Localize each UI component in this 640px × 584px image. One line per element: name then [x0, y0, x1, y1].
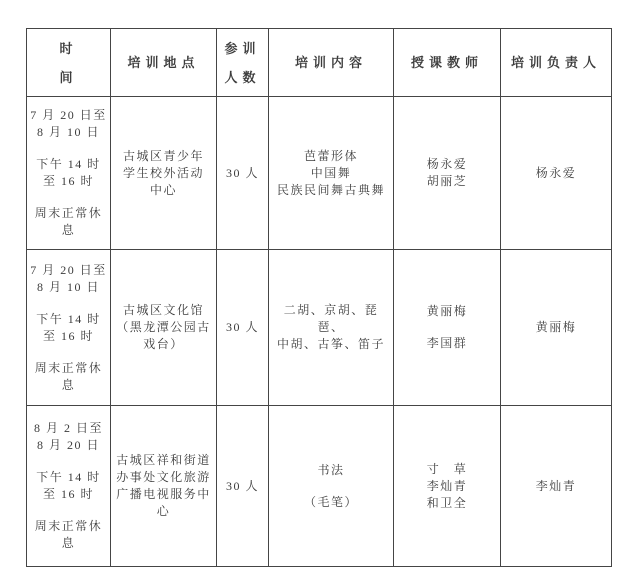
participants-cell	[217, 250, 269, 406]
text-line: 人数	[224, 69, 261, 85]
text-paragraph	[113, 148, 214, 199]
text-line: 授课教师	[410, 55, 483, 70]
location-cell	[111, 97, 217, 250]
text-line: 下午 14 时	[36, 311, 101, 326]
text-line: 至 16 时	[42, 174, 94, 188]
text-line: 中国舞	[310, 165, 352, 180]
text-line: 古城区文化馆	[122, 303, 204, 317]
location-cell	[111, 406, 217, 567]
text-line: 息	[61, 377, 76, 392]
text-paragraph	[29, 107, 108, 141]
text-paragraph	[396, 156, 498, 190]
text-paragraph	[503, 319, 609, 336]
text-line: 8 月 10 日	[36, 125, 100, 139]
text-paragraph	[396, 335, 498, 352]
text-line: （黑龙潭公园古	[116, 320, 211, 334]
text-paragraph	[271, 148, 391, 199]
text-line: 杨永爱	[426, 157, 468, 171]
text-line: 培训地点	[127, 55, 200, 70]
text-paragraph	[29, 469, 108, 503]
text-line: 8 月 10 日	[36, 279, 100, 294]
participants-cell	[217, 97, 269, 250]
table-row	[27, 250, 612, 406]
teachers-cell	[394, 250, 501, 406]
text-line: 周末正常休	[34, 206, 103, 220]
text-line: 参训	[224, 40, 261, 56]
text-line: 间	[59, 69, 78, 85]
text-line: 戏台）	[143, 337, 184, 351]
text-line: 黄丽梅	[426, 304, 468, 318]
manager-cell	[501, 97, 612, 250]
text-line: 8 月 2 日至	[33, 421, 103, 435]
text-line: 周末正常休	[34, 360, 103, 375]
manager-cell	[501, 406, 612, 567]
text-line: 培训内容	[294, 55, 367, 70]
text-line: 30 人	[225, 320, 259, 334]
text-paragraph	[113, 302, 214, 353]
text-paragraph	[29, 156, 108, 190]
location-cell	[111, 250, 217, 406]
text-line: 胡丽芝	[426, 174, 468, 188]
content-cell	[269, 406, 394, 567]
text-line: 办事处文化旅游	[116, 470, 211, 484]
time-cell	[27, 250, 111, 406]
text-line: 30 人	[225, 165, 259, 180]
text-paragraph	[29, 360, 108, 394]
text-line: 李灿青	[535, 478, 577, 493]
text-line: 周末正常休	[34, 519, 103, 533]
text-line: 书法	[317, 462, 345, 477]
text-paragraph	[271, 302, 391, 353]
text-paragraph	[29, 518, 108, 552]
text-line: 至 16 时	[42, 328, 94, 343]
header-content	[269, 29, 394, 97]
text-line: 二胡、京胡、琵琶、	[283, 303, 379, 334]
text-line: 杨永爱	[535, 165, 577, 180]
text-line: 黄丽梅	[535, 320, 577, 334]
text-paragraph	[503, 478, 609, 495]
training-schedule-table	[26, 28, 612, 567]
content-cell	[269, 97, 394, 250]
header-manager	[501, 29, 612, 97]
text-paragraph	[219, 319, 266, 336]
text-line: 息	[61, 536, 76, 550]
text-paragraph	[29, 311, 108, 345]
text-line: （毛笔）	[303, 494, 358, 509]
text-paragraph	[271, 494, 391, 511]
manager-cell	[501, 250, 612, 406]
header-time	[27, 29, 111, 97]
text-line: 芭蕾形体	[303, 148, 358, 163]
text-line: 和卫全	[426, 495, 468, 510]
text-paragraph	[219, 478, 266, 495]
header-participants	[217, 29, 269, 97]
text-line: 广播电视服务中	[116, 487, 211, 501]
time-cell	[27, 97, 111, 250]
text-paragraph	[396, 461, 498, 512]
table-row	[27, 97, 612, 250]
time-cell	[27, 406, 111, 567]
text-line: 至 16 时	[42, 487, 94, 501]
text-line: 李国群	[426, 336, 468, 350]
text-line: 下午 14 时	[36, 157, 101, 171]
participants-cell	[217, 406, 269, 567]
text-line: 中胡、古筝、笛子	[276, 337, 385, 351]
text-line: 下午 14 时	[36, 470, 101, 484]
text-line: 心	[156, 504, 171, 518]
text-line: 息	[61, 223, 76, 237]
teachers-cell	[394, 97, 501, 250]
header-row	[27, 29, 612, 97]
text-line: 古城区祥和街道	[116, 453, 211, 467]
text-paragraph	[29, 262, 108, 296]
text-line: 寸 草	[426, 461, 468, 476]
text-line: 培训负责人	[510, 55, 601, 70]
text-paragraph	[29, 420, 108, 454]
text-paragraph	[503, 165, 609, 182]
content-cell	[269, 250, 394, 406]
text-line: 古城区青少年	[122, 148, 204, 163]
text-line: 30 人	[225, 478, 259, 493]
text-line: 7 月 20 日至	[30, 262, 107, 277]
text-line: 7 月 20 日至	[30, 108, 107, 122]
text-paragraph	[29, 205, 108, 239]
header-location	[111, 29, 217, 97]
text-line: 中心	[149, 182, 177, 197]
header-teachers	[394, 29, 501, 97]
text-line: 民族民间舞古典舞	[276, 182, 385, 197]
text-paragraph	[113, 452, 214, 520]
text-line: 时	[59, 40, 78, 56]
teachers-cell	[394, 406, 501, 567]
table-row	[27, 406, 612, 567]
text-paragraph	[271, 462, 391, 479]
text-line: 8 月 20 日	[36, 438, 100, 452]
text-paragraph	[396, 303, 498, 320]
text-paragraph	[219, 165, 266, 182]
text-line: 学生校外活动	[122, 165, 204, 180]
text-line: 李灿青	[426, 478, 468, 493]
